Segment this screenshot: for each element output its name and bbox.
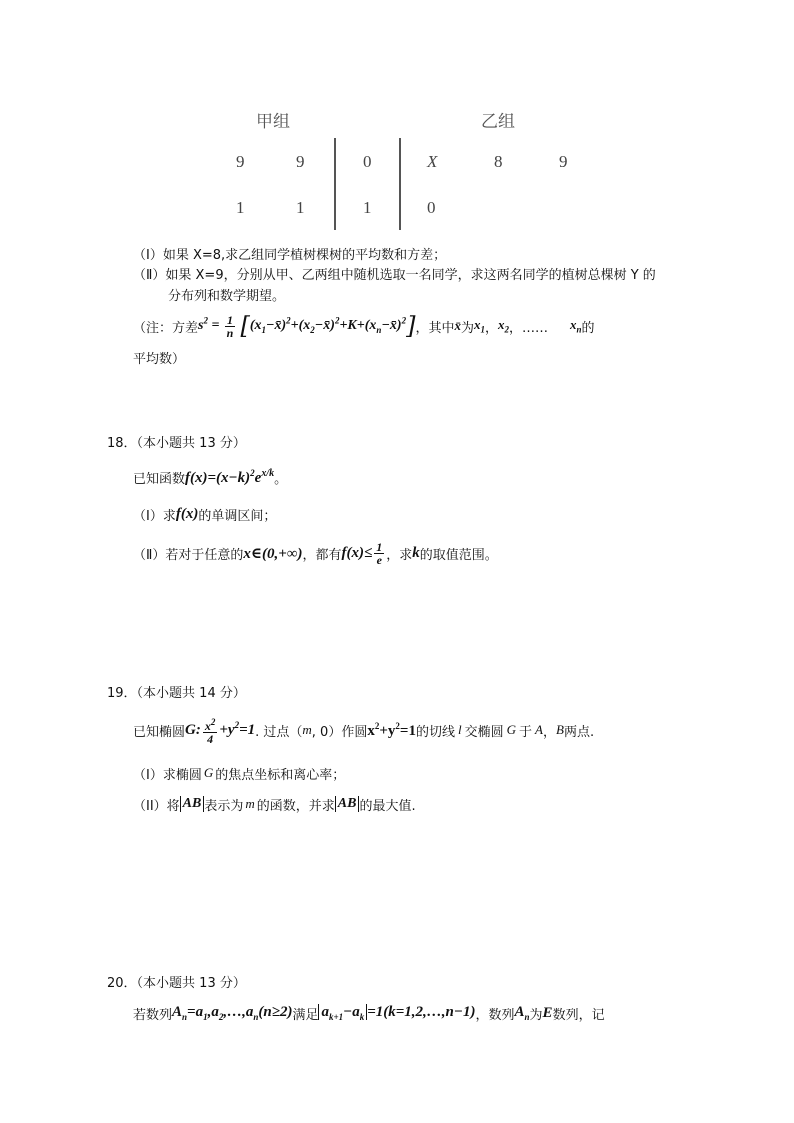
q17-note-line2: 平均数） xyxy=(133,352,186,367)
q18-part2-pre: （Ⅱ）若对于任意的 xyxy=(133,547,244,563)
group-b-label: 乙组 xyxy=(481,112,515,132)
q17-note-prefix: （注：方差 xyxy=(133,320,199,336)
q19-part2-end: 的最大值. xyxy=(359,798,416,814)
q18-part2 xyxy=(133,537,498,569)
q19-part1-post: 的焦点坐标和离心率； xyxy=(215,767,346,783)
q19-part2 xyxy=(133,792,416,816)
q19-part1-g: G xyxy=(203,765,214,780)
q19-given xyxy=(133,712,594,748)
q18-part1-post: 的单调区间； xyxy=(198,508,277,524)
mean-symbol: x̄ xyxy=(454,318,461,333)
q19-given-at: 于 xyxy=(519,724,533,740)
q18-given-text: 已知函数 xyxy=(133,471,186,487)
q20-line-for: 为 xyxy=(529,1007,543,1023)
q17-note-dots: ，…… xyxy=(509,320,549,336)
q19-header: 19．（本小题共 14 分） xyxy=(107,686,246,701)
cell-stem-r2: 1 xyxy=(363,198,372,217)
q19-point-m: m xyxy=(302,722,312,737)
x1-symbol: $x_1$ xyxy=(474,317,485,335)
stem-divider-right xyxy=(399,138,401,230)
q20-line xyxy=(133,1000,605,1026)
q20-sequence: $A_n=a_1,a_2,\dots,a_n(n\ge 2)$ xyxy=(172,1004,293,1022)
group-a-label: 甲组 xyxy=(256,112,290,132)
q19-part1 xyxy=(133,763,345,783)
cell-a2-r2: 1 xyxy=(296,198,305,217)
q19-line-l: l xyxy=(457,722,462,737)
q19-ab-abs-2: AB xyxy=(335,796,360,812)
cell-a1-r2: 1 xyxy=(236,198,245,217)
q18-inequality: f(x)≤ $\frac{1}{e}$ xyxy=(341,539,383,567)
q19-given-comma: ， xyxy=(542,724,556,740)
q19-part1-pre: （I）求椭圆 xyxy=(133,767,202,783)
q18-part2-mid: ，都有 xyxy=(302,547,342,563)
cell-a1-r1: 9 xyxy=(236,152,245,171)
q19-given-tangent: 的切线 xyxy=(415,724,455,740)
q17-part2-cont: 分布列和数学期望。 xyxy=(168,289,286,304)
q17-note-formula: （注：方差 $s^2$ = $\frac{1}{n}$ $[(x_1-x̄)^2+(x_2-x̄)^2+K+(x_n-x̄)^2]$ ，其中 x̄ 为 $x_1$ ， $x_2$ ，…… $x_n$ 的 xyxy=(133,312,595,340)
q17-note-mid: ，其中 xyxy=(415,320,455,336)
q18-part2-end: 的取值范围。 xyxy=(419,547,498,563)
q18-function: $f(x)=(x-k)^2e^{x/k}$ xyxy=(185,467,275,486)
cell-stem-r1: 0 xyxy=(363,152,372,171)
cell-b1-r2: 0 xyxy=(427,198,436,217)
cell-b2-r1: 8 xyxy=(494,152,503,171)
q18-part1-pre: （Ⅰ）求 xyxy=(133,508,176,524)
q20-header: 20．（本小题共 13 分） xyxy=(107,976,246,991)
q18-k: k xyxy=(412,544,420,561)
q19-point-a: A xyxy=(535,722,543,737)
ellipse-equation: G: $\frac{x^2}{4}$ $+y^2=1$ xyxy=(185,716,256,746)
q18-part1 xyxy=(133,503,276,525)
q17-part1: （Ⅰ）如果 X=8,求乙组同学植树棵树的平均数和方差； xyxy=(133,248,447,263)
q20-line-mid: 满足 xyxy=(292,1007,319,1023)
q20-e: E xyxy=(542,1004,553,1021)
q17-part2: （Ⅱ）如果 X=9，分别从甲、乙两组中随机选取一名同学，求这两名同学的植树总棵树 Y 的 xyxy=(133,268,656,283)
q19-part2-m: m xyxy=(245,796,255,811)
variance-formula: $s^2$ = $\frac{1}{n}$ $[(x_1-x̄)^2+(x_2-x̄)^2+K+(x_n-x̄)^2]$ xyxy=(198,312,416,340)
q20-line-mid2: ，数列 xyxy=(475,1007,515,1023)
q18-header: 18．（本小题共 13 分） xyxy=(107,436,246,451)
q18-part2-post: ，求 xyxy=(386,547,413,563)
q19-part2-pre: （II）将 xyxy=(133,798,180,814)
q19-given-cross: 交椭圆 xyxy=(464,724,504,740)
stem-divider-left xyxy=(334,138,336,230)
q19-part2-mid2: 的函数，并求 xyxy=(256,798,335,814)
q20-line-pre: 若数列 xyxy=(133,1007,173,1023)
q18-fx: f(x) xyxy=(175,505,199,522)
cell-b1-r1: X xyxy=(427,152,438,171)
q20-line-end: 数列，记 xyxy=(552,1007,605,1023)
q20-condition: $a_{k+1}-a_k$ =1(k=1,2,…,n−1) xyxy=(318,1004,475,1022)
q18-given: 已知函数 $f(x)=(x-k)^2e^{x/k}$ 。 xyxy=(133,467,288,487)
q19-point-b: B xyxy=(555,722,564,737)
cell-b3-r1: 9 xyxy=(559,152,568,171)
q20-an: $A_n$ xyxy=(514,1004,530,1022)
q19-part2-mid: 表示为 xyxy=(204,798,244,814)
q17-note-for: 为 xyxy=(460,320,474,336)
q17-note-end: 的 xyxy=(581,320,595,336)
q18-domain: x∈(0,+∞) xyxy=(243,545,303,562)
circle-equation: $x^2+y^2=1$ xyxy=(367,720,416,739)
q19-ab-abs: AB xyxy=(180,796,205,812)
x2-symbol: $x_2$ xyxy=(498,317,510,335)
xn-symbol: $x_n$ xyxy=(570,317,582,335)
q19-given-pre: 已知椭圆 xyxy=(133,724,186,740)
q19-given-point-end: , 0）作圆 xyxy=(311,724,368,740)
q19-ellipse-g: G xyxy=(506,722,516,737)
q19-given-mid: . 过点（ xyxy=(255,724,303,740)
q19-given-end: 两点. xyxy=(563,724,595,740)
cell-a2-r1: 9 xyxy=(296,152,305,171)
